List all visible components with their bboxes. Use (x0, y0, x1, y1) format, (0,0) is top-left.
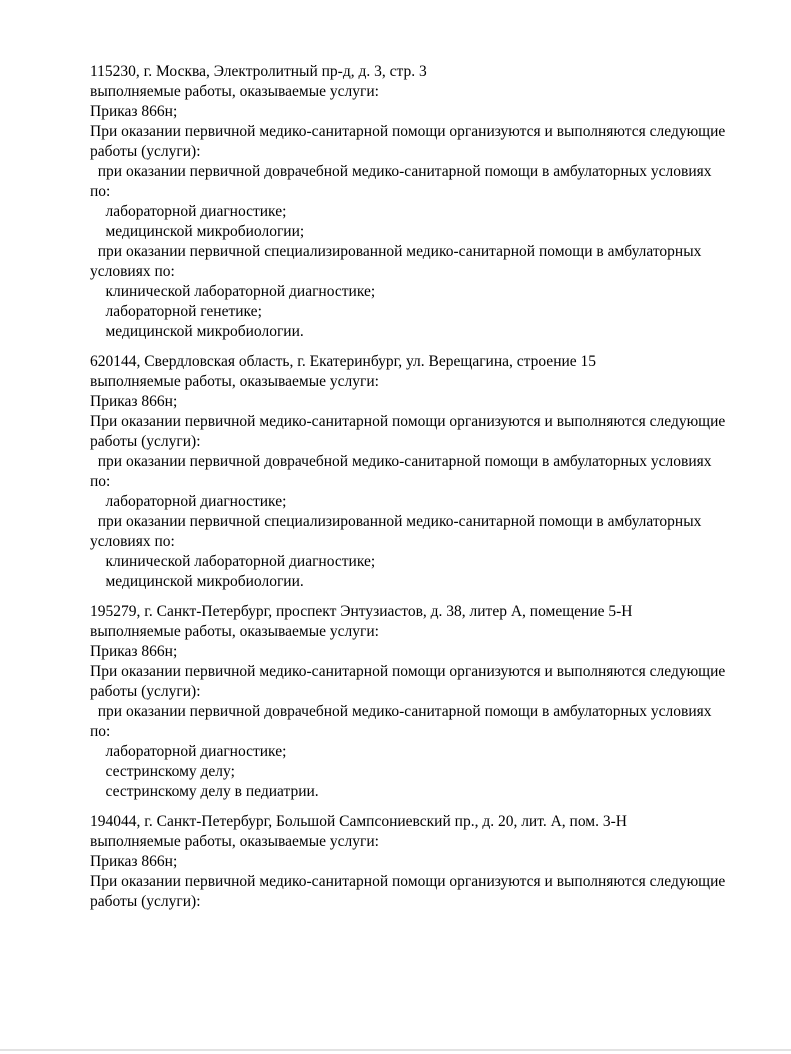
text-line: условиях по: (90, 533, 175, 550)
text-line: Приказ 866н; (90, 853, 178, 870)
text-line: Приказ 866н; (90, 643, 178, 660)
text-line: Приказ 866н; (90, 393, 178, 410)
service-item-line: сестринскому делу; (90, 763, 235, 780)
service-item-line: клинической лабораторной диагностике; (90, 283, 376, 300)
text-line: при оказании первичной доврачебной медико-санитарной помощи в амбулаторных условиях (90, 163, 712, 180)
location-block (90, 352, 750, 592)
text-line: при оказании первичной доврачебной медико-санитарной помощи в амбулаторных условиях (90, 453, 712, 470)
text-line: по: (90, 473, 111, 490)
text-line: работы (услуги): (90, 143, 201, 160)
service-item-line: медицинской микробиологии. (90, 573, 304, 590)
document-body (90, 62, 750, 912)
service-item-line: медицинской микробиологии. (90, 323, 304, 340)
text-line: условиях по: (90, 263, 175, 280)
text-line: При оказании первичной медико-санитарной помощи организуются и выполняются следующие (90, 413, 726, 430)
page-bottom-divider (0, 1049, 791, 1051)
service-item-line: лабораторной диагностике; (90, 493, 287, 510)
text-line: при оказании первичной специализированной медико-санитарной помощи в амбулаторных (90, 243, 702, 260)
service-item-line: клинической лабораторной диагностике; (90, 553, 376, 570)
service-item-line: сестринскому делу в педиатрии. (90, 783, 319, 800)
address-line: 115230, г. Москва, Электролитный пр-д, д. 3, стр. 3 (90, 63, 427, 80)
text-line: При оказании первичной медико-санитарной помощи организуются и выполняются следующие (90, 123, 726, 140)
text-line: по: (90, 723, 111, 740)
text-line: работы (услуги): (90, 893, 201, 910)
address-line: 194044, г. Санкт-Петербург, Большой Сампсониевский пр., д. 20, лит. А, пом. 3-Н (90, 813, 627, 830)
service-item-line: лабораторной генетике; (90, 303, 262, 320)
service-item-line: лабораторной диагностике; (90, 743, 287, 760)
location-block (90, 602, 750, 802)
text-line: выполняемые работы, оказываемые услуги: (90, 83, 379, 100)
text-line: по: (90, 183, 111, 200)
location-block (90, 812, 750, 912)
text-line: при оказании первичной доврачебной медико-санитарной помощи в амбулаторных условиях (90, 703, 712, 720)
text-line: работы (услуги): (90, 683, 201, 700)
text-line: Приказ 866н; (90, 103, 178, 120)
location-block (90, 62, 750, 342)
text-line: работы (услуги): (90, 433, 201, 450)
address-line: 195279, г. Санкт-Петербург, проспект Энтузиастов, д. 38, литер А, помещение 5-Н (90, 603, 633, 620)
text-line: выполняемые работы, оказываемые услуги: (90, 623, 379, 640)
text-line: При оказании первичной медико-санитарной помощи организуются и выполняются следующие (90, 873, 726, 890)
service-item-line: лабораторной диагностике; (90, 203, 287, 220)
text-line: выполняемые работы, оказываемые услуги: (90, 833, 379, 850)
text-line: выполняемые работы, оказываемые услуги: (90, 373, 379, 390)
service-item-line: медицинской микробиологии; (90, 223, 305, 240)
text-line: при оказании первичной специализированной медико-санитарной помощи в амбулаторных (90, 513, 702, 530)
address-line: 620144, Свердловская область, г. Екатеринбург, ул. Верещагина, строение 15 (90, 353, 597, 370)
text-line: При оказании первичной медико-санитарной помощи организуются и выполняются следующие (90, 663, 726, 680)
